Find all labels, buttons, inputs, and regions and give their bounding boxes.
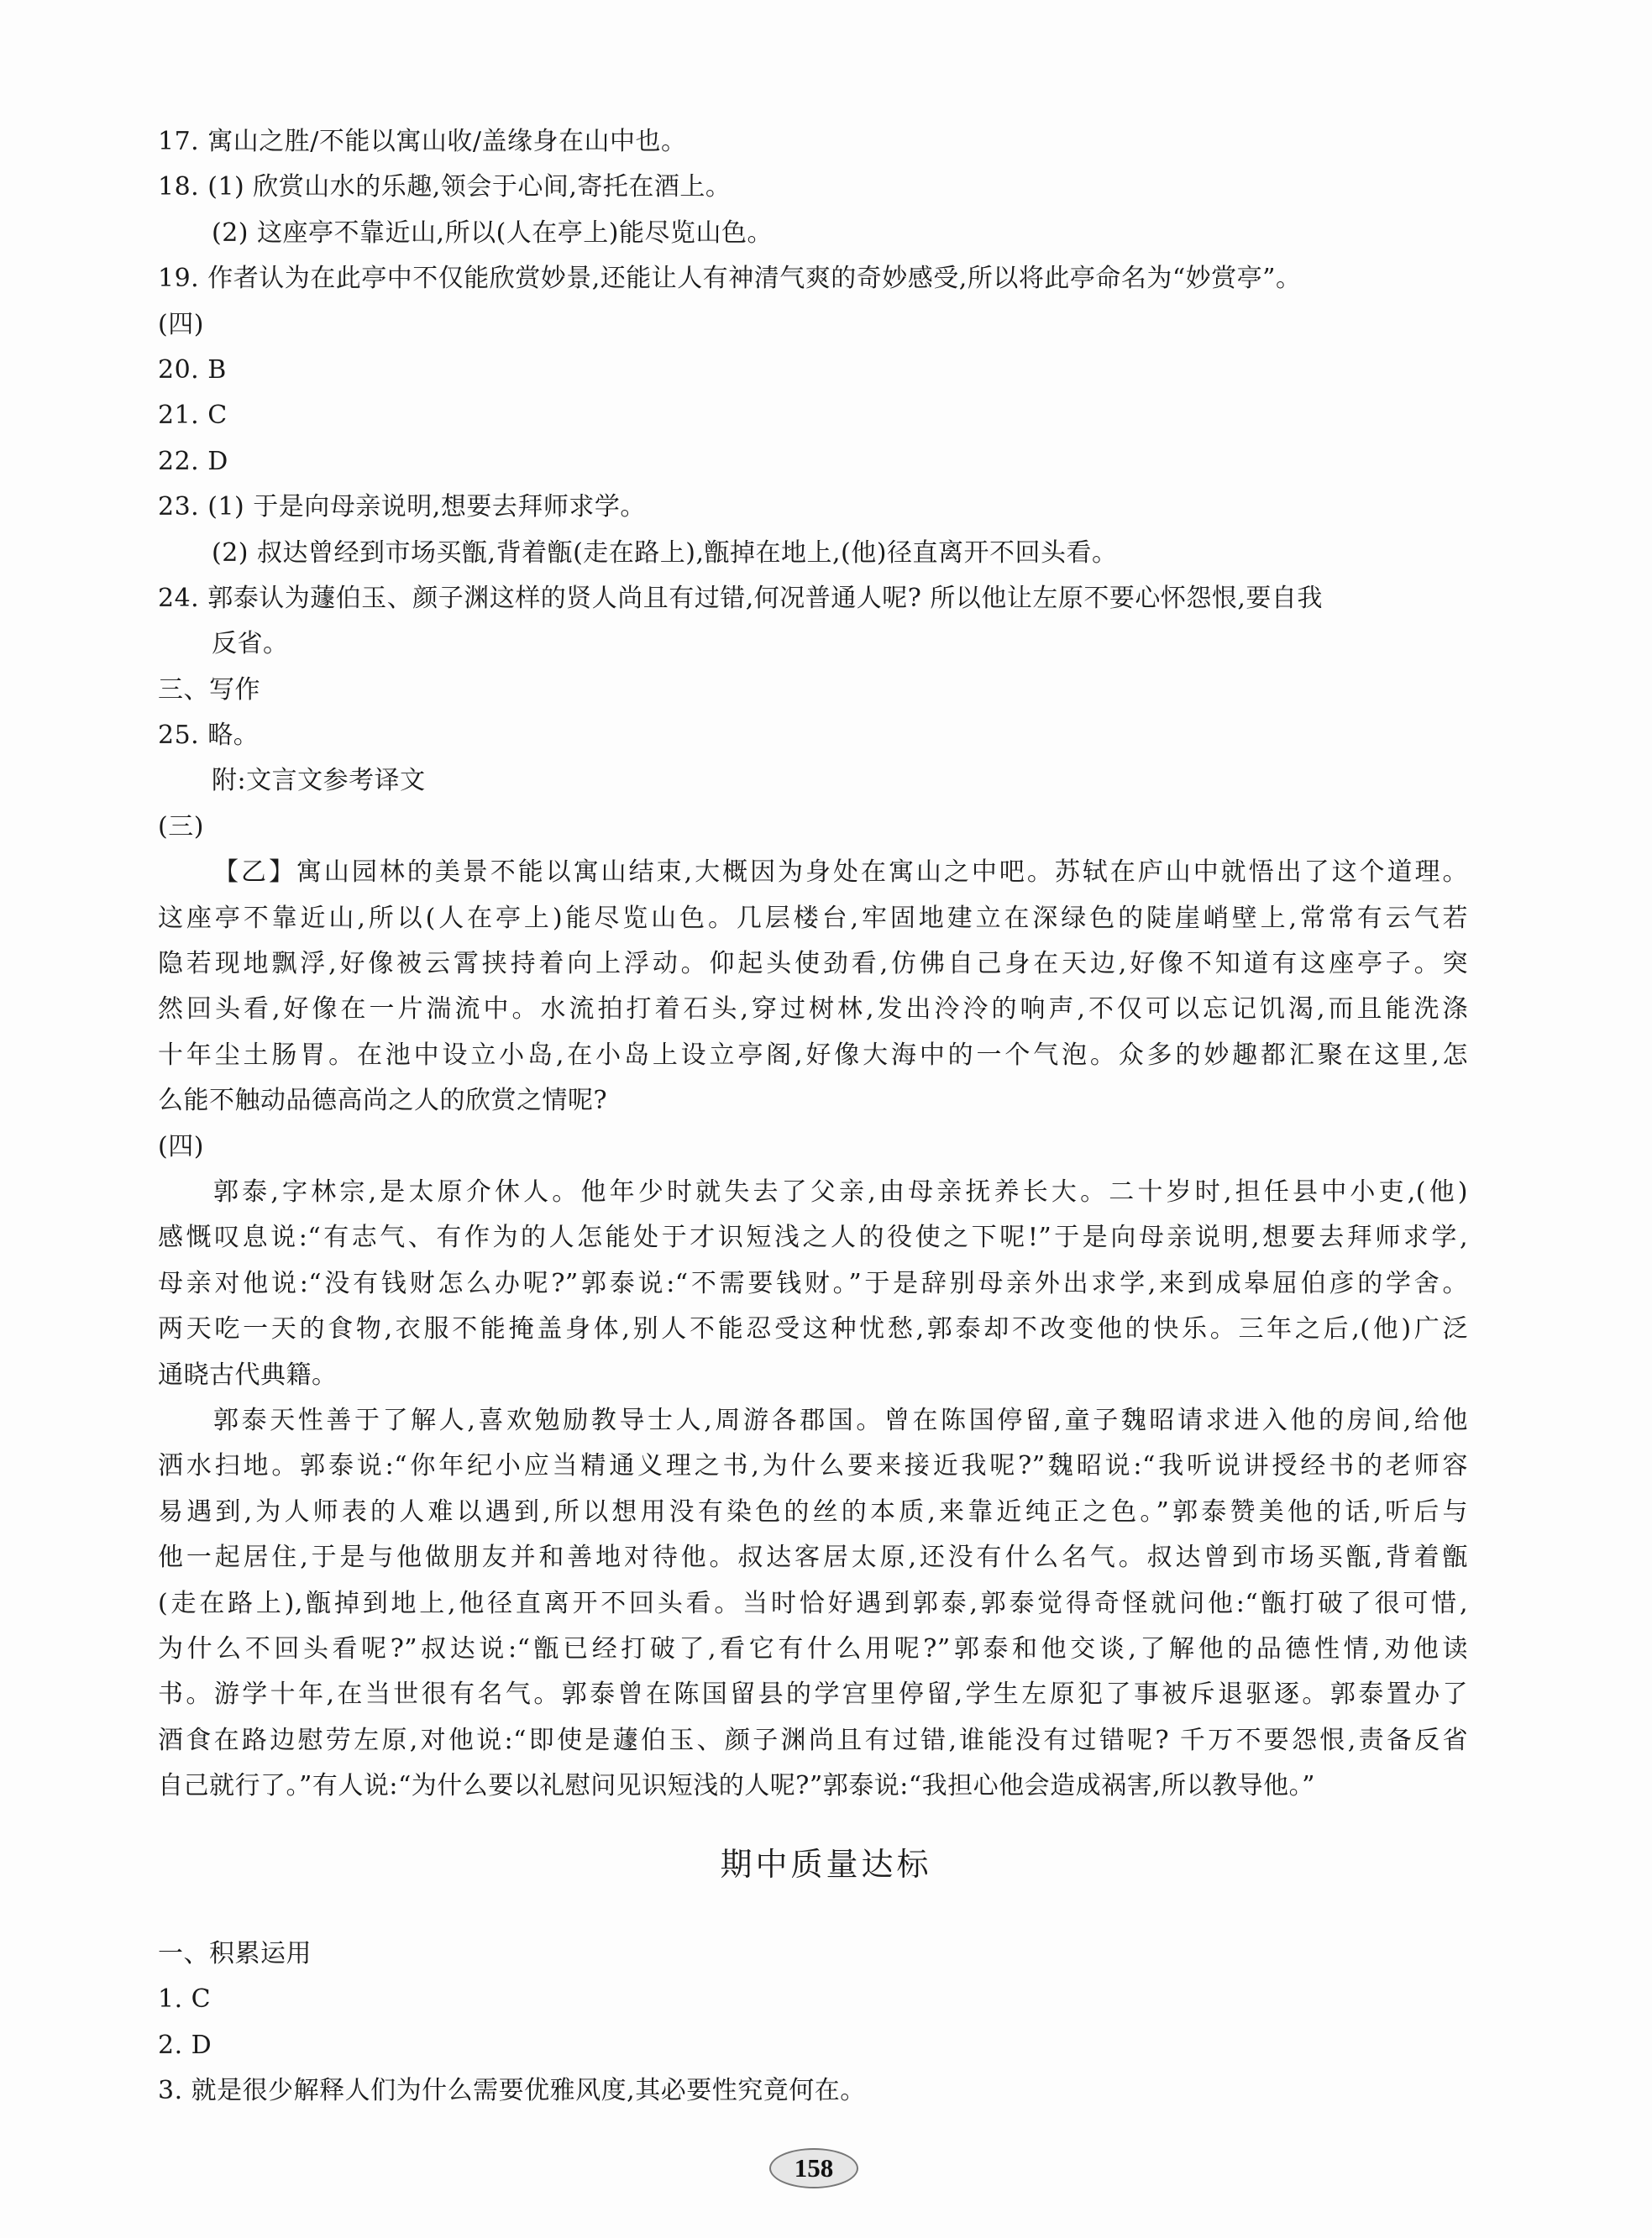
translation-4-line: 酒食在路边慰劳左原,对他说:“即使是蘧伯玉、颜子渊尚且有过错,谁能没有过错呢? 千万不要怨恨,责备反省 (158, 1725, 1468, 1755)
section-title: 期中质量达标 (720, 1846, 932, 1883)
answer-20: 20. B (158, 354, 227, 385)
answer-22: 22. D (158, 446, 228, 476)
translation-4-line: 自己就行了。”有人说:“为什么要以礼慰问见识短浅的人呢?”郭泰说:“我担心他会造成祸害,所以教导他。” (158, 1771, 1316, 1801)
translation-4-line: 他一起居住,于是与他做朋友并和善地对待他。叔达客居太原,还没有什么名气。叔达曾到市场买甑,背着甑 (158, 1543, 1468, 1573)
translation-4-line: 两天吃一天的食物,衣服不能掩盖身体,别人不能忍受这种忧愁,郭泰却不改变他的快乐。三年之后,(他)广泛 (158, 1314, 1468, 1344)
translation-4-line: 郭泰,字林宗,是太原介休人。他年少时就失去了父亲,由母亲抚养长大。二十岁时,担任县中小吏,(他) (213, 1177, 1468, 1207)
translation-4-line: 感慨叹息说:“有志气、有作为的人怎能处于才识短浅之人的役使之下呢!”于是向母亲说明,想要去拜师求学, (158, 1223, 1468, 1253)
answer-24: 24. 郭泰认为蘧伯玉、颜子渊这样的贤人尚且有过错,何况普通人呢? 所以他让左原不要心怀怨恨,要自我 (158, 583, 1323, 613)
part-1-heading: 一、积累运用 (158, 1939, 312, 1968)
section-label-4-translation: (四) (158, 1131, 204, 1161)
section-label-4: (四) (158, 309, 204, 339)
appendix-heading: 附:文言文参考译文 (212, 766, 426, 796)
answer-content (158, 119, 1468, 1809)
section-label-3: (三) (158, 811, 204, 841)
answer-23-1: 23. (1) 于是向母亲说明,想要去拜师求学。 (158, 492, 646, 522)
translation-4-line: 为什么不回头看呢?”叔达说:“甑已经打破了,看它有什么用呢?”郭泰和他交谈,了解他的品德性情,劝他读 (158, 1633, 1468, 1664)
translation-4-paragraph-2 (158, 1398, 1468, 1810)
answer-19: 19. 作者认为在此亭中不仅能欣赏妙景,还能让人有神清气爽的奇妙感受,所以将此亭命名为“妙赏亭”。 (158, 264, 1302, 294)
translation-4-line: 母亲对他说:“没有钱财怎么办呢?”郭泰说:“不需要钱财。”于是辞别母亲外出求学,来到成皋屈伯彦的学舍。 (158, 1268, 1468, 1298)
translation-4-line: 书。游学十年,在当世很有名气。郭泰曾在陈国留县的学宫里停留,学生左原犯了事被斥退驱逐。郭泰置办了 (158, 1680, 1468, 1710)
translation-4-line: (走在路上),甑掉到地上,他径直离开不回头看。当时恰好遇到郭泰,郭泰觉得奇怪就问他:“甑打破了很可惜, (158, 1588, 1468, 1618)
midterm-answer-1: 1. C (158, 1984, 212, 2015)
answer-17: 17. 寓山之胜/不能以寓山收/盖缘身在山中也。 (158, 127, 687, 156)
translation-4-line: 郭泰天性善于了解人,喜欢勉励教导士人,周游各郡国。曾在陈国停留,童子魏昭请求进入他的房间,给他 (213, 1405, 1468, 1435)
translation-3-line: 这座亭不靠近山,所以(人在亭上)能尽览山色。几层楼台,牢固地建立在深绿色的陡崖峭壁上,常常有云气若 (158, 903, 1468, 933)
translation-4-line: 洒水扫地。郭泰说:“你年纪小应当精通义理之书,为什么要来接近我呢?”魏昭说:“我听说讲授经书的老师容 (158, 1451, 1468, 1481)
answer-24-continued: 反省。 (212, 629, 289, 659)
translation-3-line: 十年尘土肠胃。在池中设立小岛,在小岛上设立亭阁,好像大海中的一个气泡。众多的妙趣都汇聚在这里,怎 (158, 1040, 1468, 1070)
midterm-answer-3: 3. 就是很少解释人们为什么需要优雅风度,其必要性究竟何在。 (158, 2076, 866, 2106)
translation-3-line: 隐若现地飘浮,好像被云霄挟持着向上浮动。仰起头使劲看,仿佛自己身在天边,好像不知道有这座亭子。突 (158, 949, 1468, 979)
translation-3-line: 然回头看,好像在一片湍流中。水流拍打着石头,穿过树林,发出泠泠的响声,不仅可以忘记饥渴,而且能洗涤 (158, 994, 1468, 1025)
translation-4-paragraph-1 (158, 1170, 1468, 1398)
answer-21: 21. C (158, 401, 228, 431)
answer-18-2: (2) 这座亭不靠近山,所以(人在亭上)能尽览山色。 (212, 218, 773, 248)
answer-25: 25. 略。 (158, 721, 260, 751)
midterm-answers (158, 1931, 1468, 2115)
page-number-badge: 158 (769, 2148, 858, 2188)
translation-3-line: 【乙】寓山园林的美景不能以寓山结束,大概因为身处在寓山之中吧。苏轼在庐山中就悟出了这个道理。 (213, 857, 1468, 888)
translation-4-line: 通晓古代典籍。 (158, 1360, 338, 1390)
answer-23-2: (2) 叔达曾经到市场买甑,背着甑(走在路上),甑掉在地上,(他)径直离开不回头看。 (212, 537, 1118, 568)
part-3-heading: 三、写作 (158, 674, 260, 705)
translation-3-paragraph (158, 850, 1468, 1124)
midterm-answer-2: 2. D (158, 2030, 212, 2060)
translation-4-line: 易遇到,为人师表的人难以遇到,所以想用没有染色的丝的本质,来靠近纯正之色。”郭泰赞美他的话,听后与 (158, 1496, 1468, 1527)
translation-3-line: 么能不触动品德高尚之人的欣赏之情呢? (158, 1086, 608, 1116)
answer-18-1: 18. (1) 欣赏山水的乐趣,领会于心间,寄托在酒上。 (158, 172, 732, 202)
